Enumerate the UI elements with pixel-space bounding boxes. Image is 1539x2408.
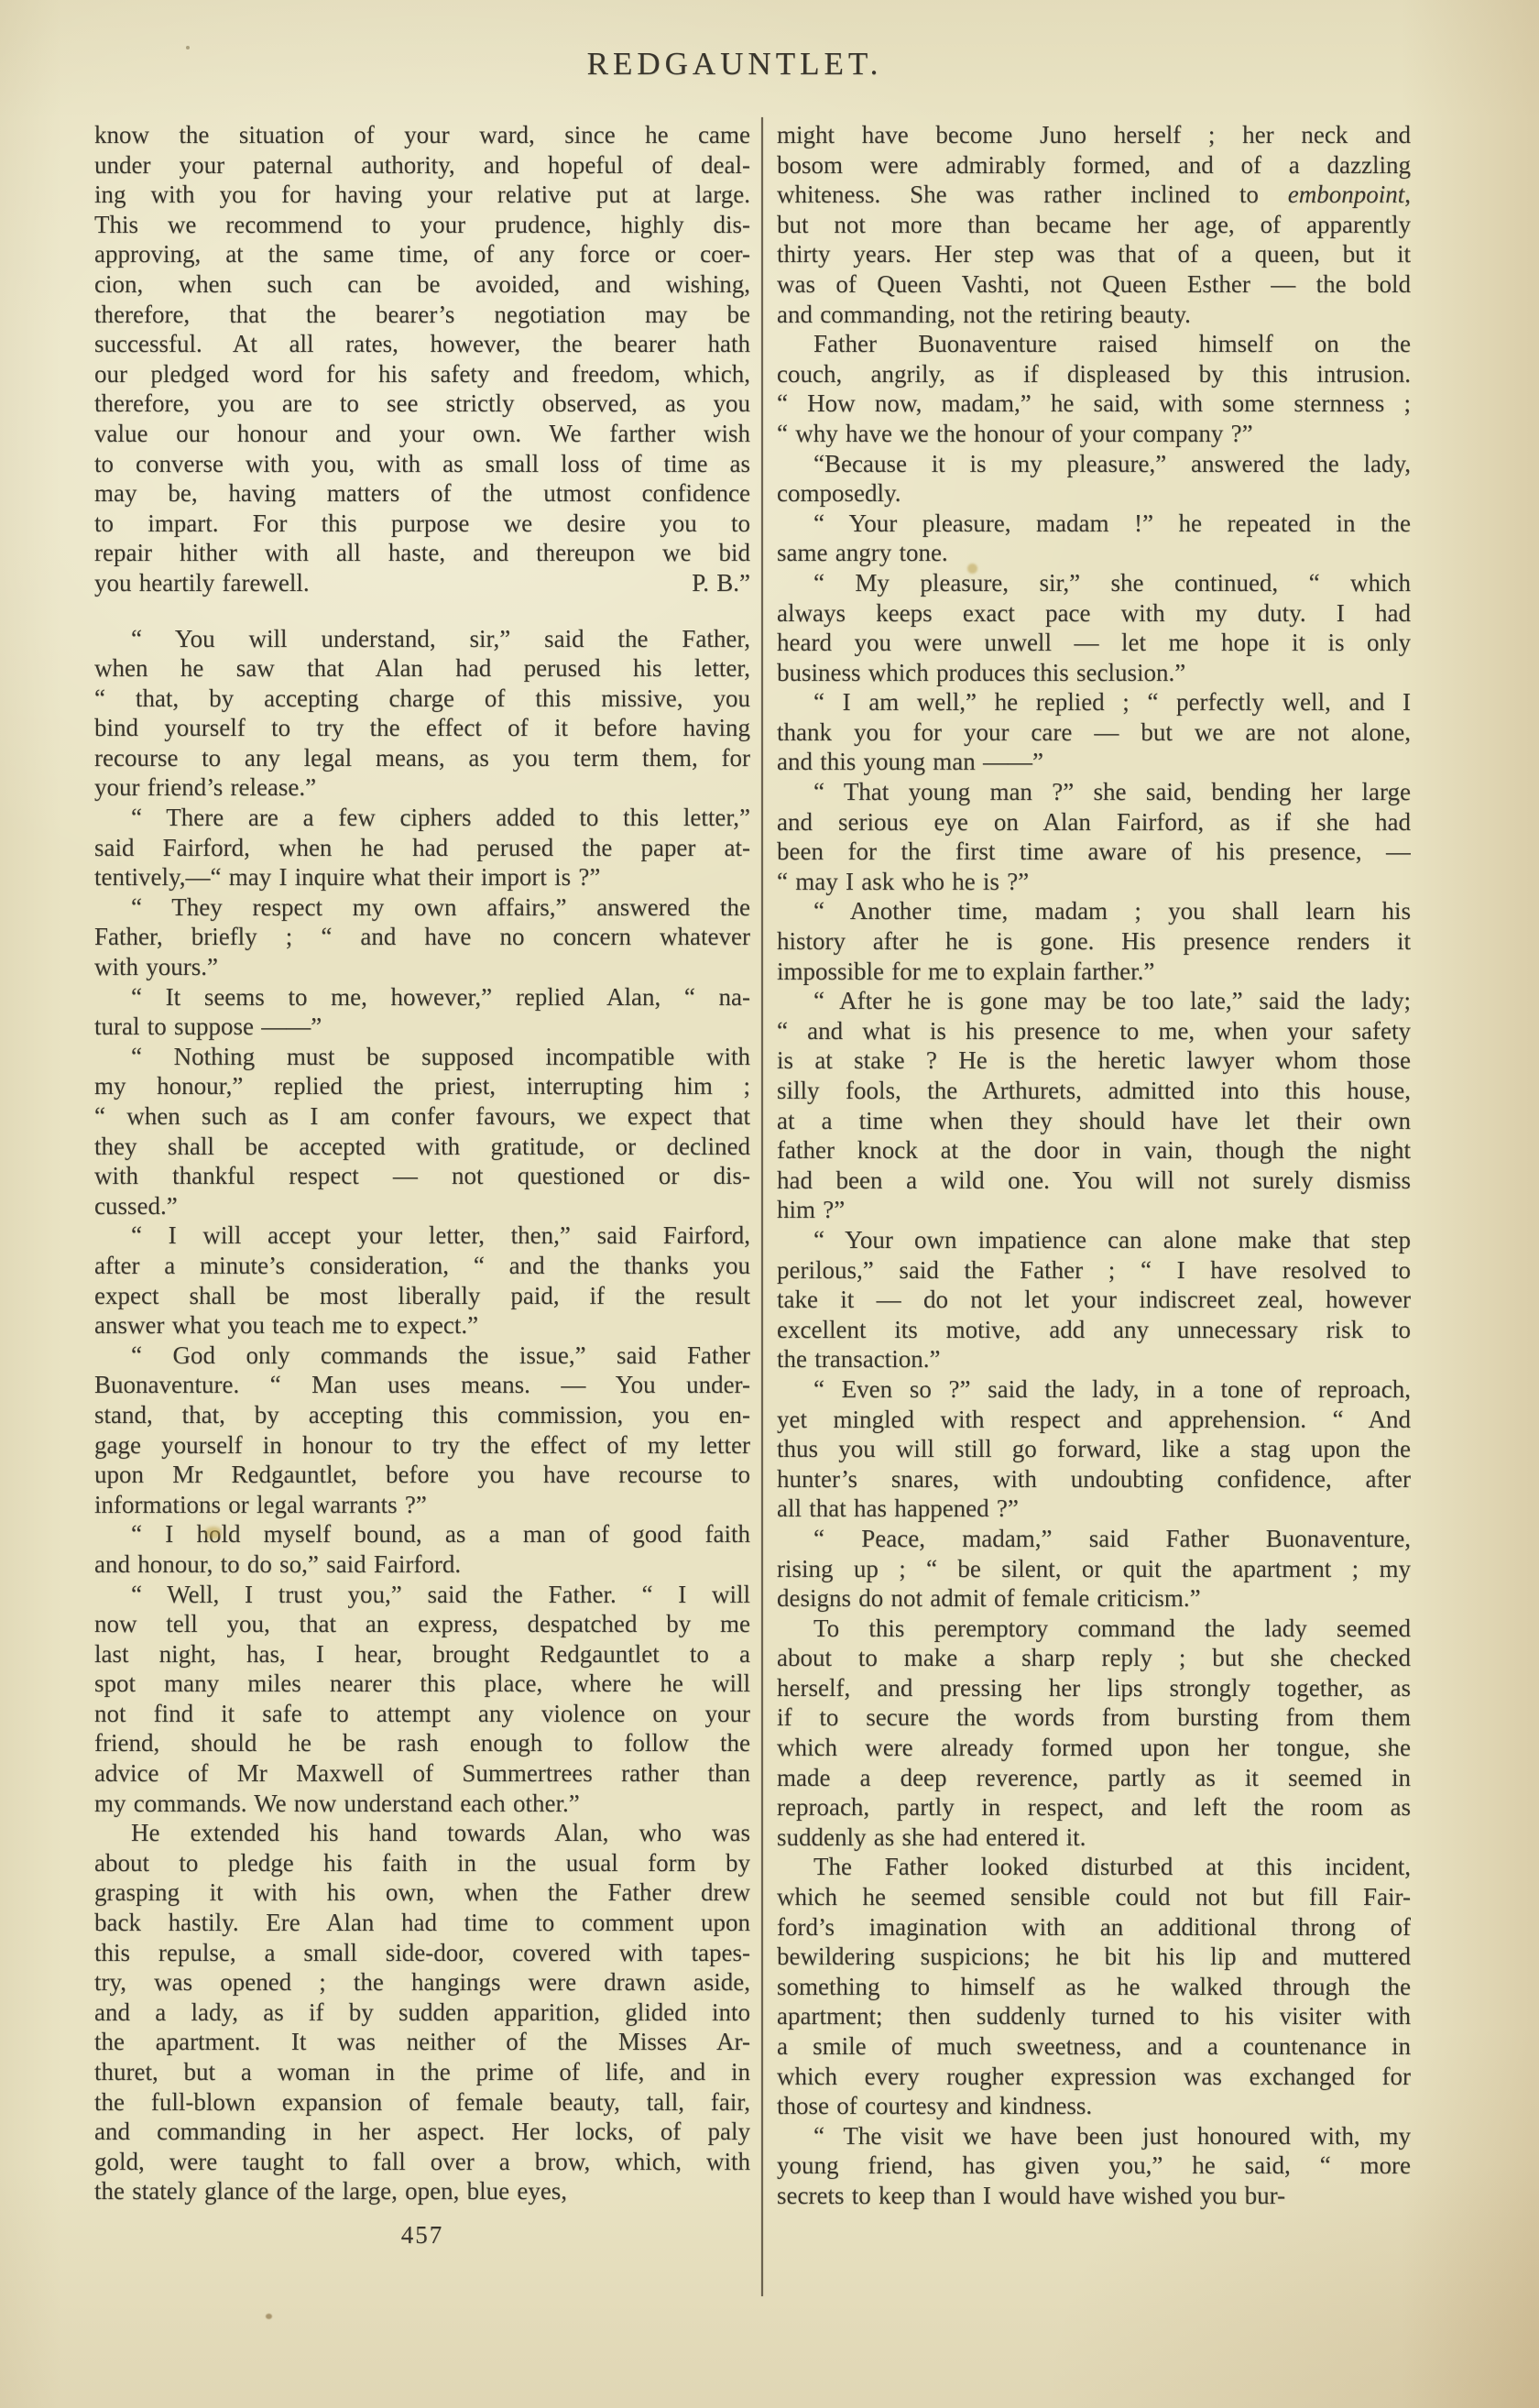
- text-line: something to himself as he walked through the: [777, 1972, 1411, 2000]
- text-line: Father, briefly ; “ and have no concern whatever: [94, 923, 750, 951]
- text-line: [94, 568, 750, 598]
- right-text-column: [777, 120, 1411, 2211]
- text-line: “ I am well,” he replied ; “ perfectly well, and I: [813, 688, 1411, 717]
- text-line: about to pledge his faith in the usual form by: [94, 1848, 750, 1877]
- paragraph: [777, 1852, 1411, 2120]
- text-line: know the situation of your ward, since he came: [94, 121, 750, 148]
- text-line: bewildering suspicions; he bit his lip and muttered: [777, 1943, 1411, 1971]
- text-line: been for the first time aware of his presence, —: [777, 837, 1411, 866]
- text-line: “ Peace, madam,” said Father Buonaventure,: [813, 1524, 1411, 1552]
- text-line: which were already formed upon her tongue, she: [777, 1734, 1411, 1762]
- paragraph: [94, 1519, 750, 1579]
- text-line: “ It seems to me, however,” replied Alan, “ na-: [131, 982, 750, 1011]
- text-line: grasping it with his own, when the Father drew: [94, 1878, 750, 1907]
- text-line: secrets to keep than I would have wished you bur-: [777, 2181, 1286, 2209]
- text-line: at a time when they should have let their own: [777, 1106, 1411, 1134]
- text-line: if to secure the words from bursting from them: [777, 1703, 1411, 1732]
- paragraph: [94, 1580, 750, 1819]
- text-line: To this peremptory command the lady seemed: [813, 1614, 1411, 1642]
- text-line: a smile of much sweetness, and a countenance in: [777, 2032, 1411, 2060]
- text-line: He extended his hand towards Alan, who was: [131, 1819, 750, 1847]
- text-line: “ The visit we have been just honoured with, my: [813, 2121, 1411, 2150]
- paragraph: [777, 777, 1411, 896]
- text-line: “ Well, I trust you,” said the Father. “ I will: [131, 1580, 750, 1608]
- text-line: my commands. We now understand each other.”: [94, 1789, 580, 1817]
- paragraph: [94, 803, 750, 892]
- text-line: spot many miles nearer this place, where he will: [94, 1669, 750, 1698]
- text-line: “ Nothing must be supposed incompatible with: [131, 1042, 750, 1070]
- text-line: thus you will still go forward, like a stag upon the: [777, 1435, 1411, 1463]
- text-line: successful. At all rates, however, the bearer hath: [94, 330, 750, 358]
- text-line: made a deep reverence, partly as it seemed in: [777, 1763, 1411, 1791]
- text-line: to impart. For this purpose we desire you to: [94, 509, 750, 537]
- text-line: cion, when such can be avoided, and wishing,: [94, 269, 750, 298]
- text-line: Buonaventure. “ Man uses means. — You under-: [94, 1371, 750, 1399]
- text-line: upon Mr Redgauntlet, before you have recourse to: [94, 1461, 750, 1489]
- paragraph: [777, 120, 1411, 329]
- paragraph: [777, 509, 1411, 568]
- text-line: “ when such as I am confer favours, we expect that: [94, 1102, 750, 1130]
- text-line: This we recommend to your prudence, highly dis-: [94, 210, 750, 238]
- paragraph: [94, 1042, 750, 1221]
- text-line: our pledged word for his safety and freedom, which,: [94, 359, 750, 388]
- text-line: bind yourself to try the effect of it before having: [94, 714, 750, 742]
- text-line: hunter’s snares, with undoubting confidence, after: [777, 1464, 1411, 1493]
- paragraph: [94, 892, 750, 982]
- text-line: composedly.: [777, 479, 901, 508]
- paragraph: [777, 568, 1411, 687]
- text-line: young friend, has given you,” he said, “ more: [777, 2151, 1411, 2180]
- text-line: value our honour and your own. We farther wish: [94, 419, 750, 447]
- paragraph: [94, 1220, 750, 1340]
- text-line: thirty years. Her step was that of a queen, but it: [777, 240, 1411, 268]
- text-line: “ My pleasure, sir,” she continued, “ which: [813, 568, 1411, 597]
- paragraph: [777, 1614, 1411, 1853]
- text-line: cussed.”: [94, 1191, 178, 1220]
- text-line: may be, having matters of the utmost confidence: [94, 479, 750, 508]
- text-line: tural to suppose ——”: [94, 1012, 322, 1041]
- text-line: “ That young man ?” she said, bending her large: [813, 778, 1411, 806]
- paragraph: [94, 982, 750, 1042]
- paragraph: [94, 624, 750, 804]
- text-line: informations or legal warrants ?”: [94, 1490, 427, 1518]
- text-line: thuret, but a woman in the prime of life, and in: [94, 2058, 750, 2085]
- text-line: excellent its motive, add any unnecessary risk to: [777, 1315, 1411, 1343]
- text-line: gage yourself in honour to try the effect of my letter: [94, 1430, 750, 1459]
- text-line: tentively,—“ may I inquire what their import is ?”: [94, 863, 601, 892]
- text-line: apartment; then suddenly turned to his visiter with: [777, 2002, 1411, 2030]
- text-line: heard you were unwell — let me hope it is only: [777, 629, 1411, 657]
- text-line: Father Buonaventure raised himself on the: [813, 330, 1411, 358]
- text-line: him ?”: [777, 1196, 846, 1224]
- text-line: all that has happened ?”: [777, 1494, 1019, 1523]
- text-line: the full-blown expansion of female beauty, tall, fair,: [94, 2087, 750, 2116]
- text-line: silly fools, the Arthurets, admitted into this house,: [777, 1077, 1411, 1104]
- text-line: therefore, that the bearer’s negotiation may be: [94, 300, 750, 328]
- text-line: my honour,” replied the priest, interrupting him ;: [94, 1072, 750, 1100]
- text-line: your friend’s release.”: [94, 773, 317, 802]
- text-line: “ that, by accepting charge of this missive, you: [94, 684, 750, 712]
- text-line: answer what you teach me to expect.”: [94, 1311, 479, 1340]
- text-line: “ I hold myself bound, as a man of good faith: [131, 1520, 750, 1549]
- text-line: “ How now, madam,” he said, with some sternness ;: [777, 389, 1411, 418]
- text-line: stand, that, by accepting this commission, you en-: [94, 1400, 750, 1428]
- text-line: friend, should he be rash enough to follow the: [94, 1729, 750, 1757]
- text-line: “ There are a few ciphers added to this letter,”: [131, 804, 750, 832]
- paragraph: [777, 2121, 1411, 2211]
- text-line: yet mingled with respect and apprehension. “ And: [777, 1405, 1411, 1433]
- text-line: the apartment. It was neither of the Misses Ar-: [94, 2028, 750, 2056]
- text-line: “ why have we the honour of your company ?”: [777, 419, 1253, 447]
- text-line: “ God only commands the issue,” said Father: [131, 1341, 750, 1369]
- paragraph: [94, 1818, 750, 2206]
- text-line: gold, were taught to fall over a brow, which, with: [94, 2147, 750, 2175]
- paragraph: [777, 1524, 1411, 1614]
- column-divider-rule: [761, 117, 763, 2296]
- text-line: perilous,” said the Father ; “ I have resolved to: [777, 1255, 1411, 1284]
- text-line: advice of Mr Maxwell of Summertrees rather than: [94, 1759, 750, 1788]
- text-line: after a minute’s consideration, “ and the thanks you: [94, 1251, 750, 1279]
- text-line: the stately glance of the large, open, blue eyes,: [94, 2177, 568, 2206]
- text-line: “ Another time, madam ; you shall learn his: [813, 897, 1411, 925]
- text-line: and commanding in her aspect. Her locks, of paly: [94, 2118, 750, 2146]
- text-line: take it — do not let your indiscreet zeal, however: [777, 1286, 1411, 1314]
- text-line: is at stake ? He is the heretic lawyer whom those: [777, 1046, 1411, 1075]
- text-line: “ Your pleasure, madam !” he repeated in the: [813, 509, 1411, 537]
- text-line: and this young man ——”: [777, 748, 1043, 776]
- paragraph: [777, 986, 1411, 1225]
- text-line: rising up ; “ be silent, or quit the apartment ; my: [777, 1554, 1411, 1582]
- text-line: under your paternal authority, and hopeful of deal-: [94, 150, 750, 179]
- text-line: now tell you, that an express, despatched by me: [94, 1610, 750, 1638]
- letter-closing: you heartily farewell.: [94, 568, 310, 597]
- text-line: ford’s imagination with an additional throng of: [777, 1912, 1411, 1941]
- text-line: herself, and pressing her lips strongly together, as: [777, 1673, 1411, 1702]
- text-line: “ You will understand, sir,” said the Father,: [131, 624, 750, 652]
- text-line: was of Queen Vashti, not Queen Esther — the bold: [777, 269, 1411, 298]
- text-line: “ Even so ?” said the lady, in a tone of reproach,: [813, 1374, 1411, 1403]
- left-text-column: [94, 120, 750, 2206]
- text-line: suddenly as she had entered it.: [777, 1822, 1086, 1851]
- text-line: designs do not admit of female criticism.”: [777, 1584, 1201, 1613]
- text-line: reproach, partly in respect, and left the room as: [777, 1793, 1411, 1822]
- text-line: which he seemed sensible could not but fill Fair-: [777, 1883, 1411, 1911]
- text-line: repair hither with all haste, and thereupon we bid: [94, 539, 750, 567]
- text-line: back hastily. Ere Alan had time to comment upon: [94, 1909, 750, 1937]
- text-line: therefore, you are to see strictly observed, as you: [94, 389, 750, 418]
- text-line: to converse with you, with as small loss of time as: [94, 449, 750, 477]
- text-line: “ They respect my own affairs,” answered the: [131, 892, 750, 921]
- text-line: couch, angrily, as if displeased by this intrusion.: [777, 359, 1411, 388]
- paper-speck: [266, 2314, 272, 2319]
- text-line: bosom were admirably formed, and of a dazzling: [777, 150, 1411, 179]
- text-line: whiteness. She was rather inclined to embonpoint,: [777, 181, 1411, 209]
- paragraph: [94, 120, 750, 598]
- text-line: and serious eye on Alan Fairford, as if she had: [777, 807, 1411, 836]
- text-line: with yours.”: [94, 953, 218, 981]
- text-line: when he saw that Alan had perused his letter,: [94, 654, 750, 683]
- text-line: about to make a sharp reply ; but she checked: [777, 1644, 1411, 1672]
- text-line: they shall be accepted with gratitude, or declined: [94, 1132, 750, 1160]
- text-line: business which produces this seclusion.”: [777, 658, 1186, 686]
- text-line: “ I will accept your letter, then,” said Fairford,: [131, 1221, 750, 1250]
- paragraph: [777, 687, 1411, 777]
- text-line: not find it safe to attempt any violence on your: [94, 1699, 750, 1727]
- text-line: thank you for your care — but we are not alone,: [777, 717, 1411, 746]
- text-line: but not more than became her age, of apparently: [777, 210, 1411, 238]
- paragraph: [777, 896, 1411, 986]
- text-line: and honour, to do so,” said Fairford.: [94, 1549, 462, 1578]
- text-line: the transaction.”: [777, 1345, 941, 1374]
- paper-stain: [205, 1527, 222, 1538]
- text-line: impossible for me to explain farther.”: [777, 957, 1155, 985]
- text-line: had been a wild one. You will not surely dismiss: [777, 1166, 1411, 1194]
- paragraph: [777, 1225, 1411, 1374]
- text-line: might have become Juno herself ; her neck and: [777, 121, 1411, 148]
- text-line: always keeps exact pace with my duty. I had: [777, 598, 1411, 627]
- text-line: this repulse, a small side-door, covered with tapes-: [94, 1938, 750, 1966]
- text-line: ing with you for having your relative put at large.: [94, 181, 750, 209]
- text-line: history after he is gone. His presence renders it: [777, 927, 1411, 956]
- text-line: “ Your own impatience can alone make that step: [813, 1225, 1411, 1253]
- text-line: father knock at the door in vain, though the night: [777, 1136, 1411, 1165]
- paper-stain: [967, 564, 977, 574]
- running-head: REDGAUNTLET.: [586, 46, 883, 82]
- text-line: “ After he is gone may be too late,” said the lady;: [813, 987, 1411, 1015]
- text-line: those of courtesy and kindness.: [777, 2092, 1093, 2120]
- page-number: 457: [400, 2221, 444, 2249]
- text-line: same angry tone.: [777, 539, 948, 567]
- text-line: said Fairford, when he had perused the paper at-: [94, 833, 750, 861]
- text-line: recourse to any legal means, as you term them, for: [94, 743, 750, 772]
- paragraph: [94, 1341, 750, 1520]
- text-line: and commanding, not the retiring beauty.: [777, 300, 1191, 328]
- text-line: “ and what is his presence to me, when your safety: [777, 1016, 1411, 1045]
- text-line: “ may I ask who he is ?”: [777, 867, 1030, 895]
- paper-speck: [186, 46, 190, 49]
- text-line: The Father looked disturbed at this incident,: [813, 1853, 1411, 1881]
- text-line: with thankful respect — not questioned or dis-: [94, 1162, 750, 1190]
- text-line: expect shall be most liberally paid, if the result: [94, 1281, 750, 1309]
- text-line: and a lady, as if by sudden apparition, glided into: [94, 1998, 750, 2026]
- text-line: try, was opened ; the hangings were drawn aside,: [94, 1968, 750, 1997]
- text-line: last night, has, I hear, brought Redgauntlet to a: [94, 1639, 750, 1668]
- letter-signature: P. B.”: [692, 568, 750, 597]
- paragraph: [777, 329, 1411, 448]
- text-line: which every rougher expression was exchanged for: [777, 2062, 1411, 2090]
- text-line: approving, at the same time, of any force or coer-: [94, 240, 750, 268]
- text-line: “Because it is my pleasure,” answered the lady,: [813, 449, 1411, 477]
- paragraph: [777, 1374, 1411, 1524]
- paragraph: [777, 449, 1411, 509]
